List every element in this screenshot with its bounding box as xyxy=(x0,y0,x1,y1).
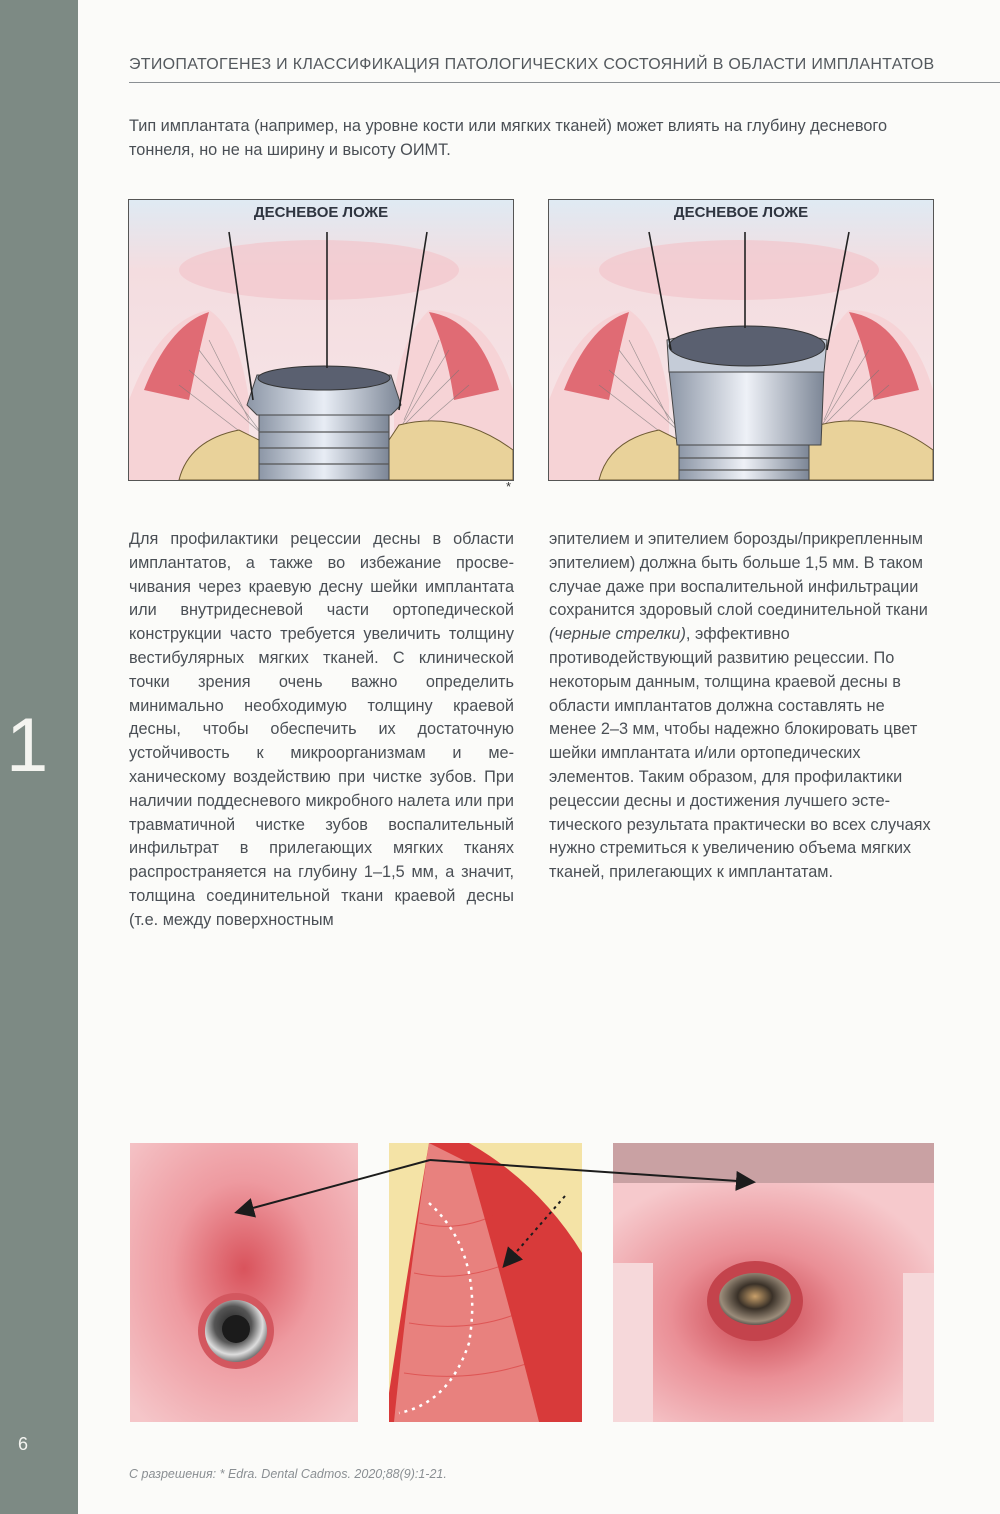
body-text: эпителием и эпителием борозды/прикрепленным эпителием) должна быть больше 1,5 мм. В таком случае даже при воспалительной инфильтрации сохранится здоровый слой соединительной ткани xyxy=(549,530,928,620)
body-italic: (черные стрелки) xyxy=(549,625,686,644)
page-number: 6 xyxy=(18,1434,29,1454)
body-text: , эффективно противодействующий развитию рецессии. По некоторым данным, толщина краевой десны в области имплантатов должна составлять не менее 2–3 мм, чтобы надежно блокировать цвет шейки имплантата и/или ортопедических элементов. Таким образом, для профилактики рецессии десны и достижения лучшего эстетического результата практически во всех случаях нужно стремиться к увеличению объема мягких тканей, прилегающих к имплантатам. xyxy=(549,625,931,882)
figure-label-right: ДЕСНЕВОЕ ЛОЖЕ xyxy=(673,204,809,221)
chapter-number: 1 xyxy=(6,703,49,788)
body-paragraph-1: Для профилактики рецессии десны в области имплантатов, а также во избежание просвечивания через краевую десну шейки имплантата или внутридесневой части ортопедической конструкции часто требуется увеличить толщину вестибулярных мягких тканей. С клинической точки зрения очень важно определить минимально необходимую толщину краевой десны, чтобы обеспечить их достаточную устойчивость к микроорганизмам и механическому воздействию при чистке зубов. При наличии поддесневого микробного налета или при травматичной чистке зубов воспалительный инфильтрат в прилегающих мягких тканях распространяется на глубину 1–1,5 мм, а значит, толщина соединительной ткани краевой десны (т.е. между поверхностным xyxy=(129,530,514,929)
running-header: ЭТИОПАТОГЕНЕЗ И КЛАССИФИКАЦИЯ ПАТОЛОГИЧЕСКИХ СОСТОЯНИЙ В ОБЛАСТИ ИМПЛАНТАТОВ xyxy=(129,56,935,73)
arrow-to-right-photo xyxy=(430,1160,752,1182)
dotted-arrow-histology xyxy=(505,1196,565,1265)
intro-paragraph: Тип имплантата (например, на уровне кости или мягких тканей) может влиять на глубину десневого тоннеля, но не на ширину и высоту ОИМТ. xyxy=(129,117,888,159)
figure-asterisk: * xyxy=(506,479,512,494)
arrow-to-left-photo xyxy=(238,1160,430,1212)
figure-label-left: ДЕСНЕВОЕ ЛОЖЕ xyxy=(253,204,389,221)
image-credit: С разрешения: * Edra. Dental Cadmos. 2020;88(9):1-21. xyxy=(129,1467,447,1481)
